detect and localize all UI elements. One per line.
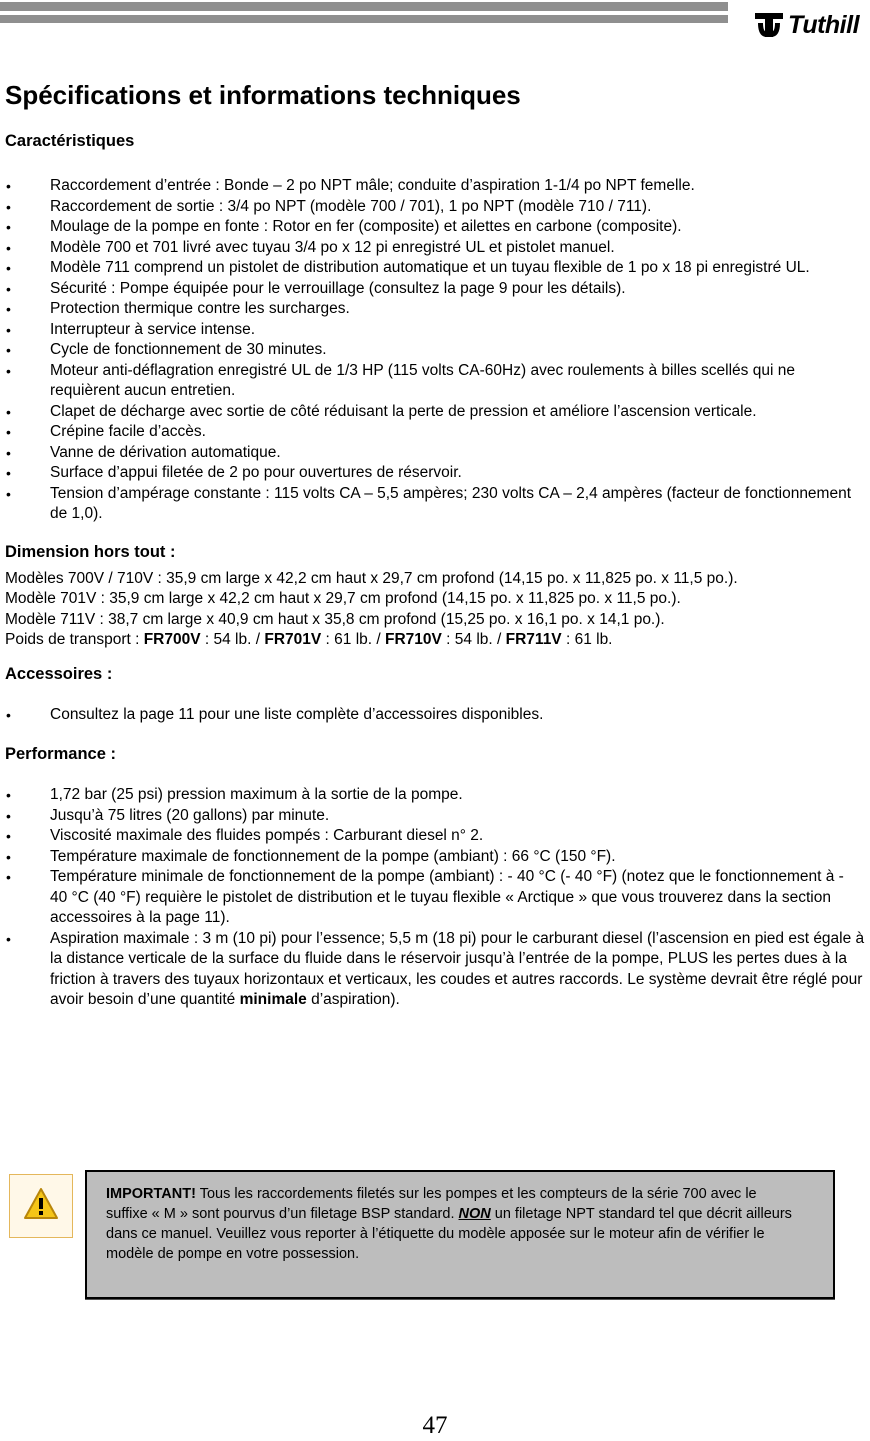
dimension-line: Modèle 711V : 38,7 cm large x 40,9 cm haut x 35,8 cm profond (15,25 po. x 16,1 po. x 14,1 po.). [5,610,665,628]
list-item: • Tension d’ampérage constante : 115 volts CA – 5,5 ampères; 230 volts CA – 2,4 ampères (facteur de fonctionnement de 1,0). [5,484,865,525]
important-label: IMPORTANT! [106,1186,196,1202]
page-title: Spécifications et informations techniques [5,80,521,110]
list-item: • Température maximale de fonctionnement de la pompe (ambiant) : 66 °C (150 °F). [5,847,865,868]
accessories-list [5,705,865,726]
accessories-heading: Accessoires : [5,664,113,683]
header-bar-top [0,2,728,11]
list-item: • Interrupteur à service intense. [5,320,865,341]
warning-triangle-icon [23,1187,59,1221]
list-item: • Jusqu’à 75 litres (20 gallons) par minute. [5,806,865,827]
tuthill-logo-icon [752,10,786,40]
list-item: • Crépine facile d’accès. [5,422,865,443]
list-item: • 1,72 bar (25 psi) pression maximum à la sortie de la pompe. [5,785,865,806]
model-code: FR701V [264,631,322,648]
shipping-weight: Poids de transport : FR700V : 54 lb. / FR701V : 61 lb. / FR710V : 54 lb. / FR711V : 61 lb. [5,631,613,648]
list-item: • Vanne de dérivation automatique. [5,443,865,464]
model-code: FR710V [385,631,442,648]
performance-list [5,785,865,929]
important-notice [85,1170,835,1299]
list-item: • Température minimale de fonctionnement de la pompe (ambiant) : - 40 °C (- 40 °F) (notez que le fonctionnement à - 40 °C (40 °F) requière le pistolet de distribution et le tuyau flexible « Arctique » que vous trouverez dans la section accessoires à la page 11). [5,867,865,929]
list-item: • Raccordement d’entrée : Bonde – 2 po NPT mâle; conduite d’aspiration 1-1/4 po NPT femelle. [5,176,865,197]
header-bar-bottom [0,15,728,23]
list-item: • Consultez la page 11 pour une liste complète d’accessoires disponibles. [5,705,865,726]
list-item: • Cycle de fonctionnement de 30 minutes. [5,340,865,361]
page-content [5,78,865,1011]
brand-name: Tuthill [788,10,860,39]
performance-heading: Performance : [5,745,116,763]
features-heading: Caractéristiques [5,132,135,150]
list-item: • Modèle 711 comprend un pistolet de distribution automatique et un tuyau flexible de 1 po x 18 pi enregistré UL. [5,258,865,279]
emphasis-non: NON [458,1206,491,1222]
header-rule [0,0,728,26]
dimension-line: Modèle 701V : 35,9 cm large x 42,2 cm haut x 29,7 cm profond (14,15 po. x 11,825 po. x 11,5 po.). [5,590,681,607]
model-code: FR700V [143,631,201,648]
dimension-line: Modèles 700V / 710V : 35,9 cm large x 42,2 cm haut x 29,7 cm profond (14,15 po. x 11,825 po. x 11,5 po.). [5,569,738,587]
list-item: • Sécurité : Pompe équipée pour le verrouillage (consultez la page 9 pour les détails). [5,279,865,300]
model-code: FR711V [505,631,562,648]
tuthill-logo [752,8,859,42]
features-list [5,176,865,525]
list-item: • Moteur anti-déflagration enregistré UL de 1/3 HP (115 volts CA-60Hz) avec roulements à billes scellés qui ne requièrent aucun entretien. [5,361,865,402]
performance-list-last [5,929,865,1011]
list-item: • Clapet de décharge avec sortie de côté réduisant la perte de pression et améliore l’ascension verticale. [5,402,865,423]
list-item: • Moulage de la pompe en fonte : Rotor en fer (composite) et ailettes en carbone (composite). [5,217,865,238]
page-number: 47 [422,1412,448,1439]
list-item: • Aspiration maximale : 3 m (10 pi) pour l’essence; 5,5 m (18 pi) pour le carburant diesel (l’ascension en pied est égale à la distance verticale de la surface du fluide dans le réservoir jusqu’à l’entrée de la pompe, PLUS les pertes dues à la friction à travers des tuyaux horizontaux et verticaux, les coudes et autres raccords. Le système devrait être réglé pour avoir besoin d’une quantité minimale d’aspiration). [5,929,865,1011]
list-item: • Raccordement de sortie : 3/4 po NPT (modèle 700 / 701), 1 po NPT (modèle 710 / 711). [5,197,865,218]
list-item: • Modèle 700 et 701 livré avec tuyau 3/4 po x 12 pi enregistré UL et pistolet manuel. [5,238,865,259]
list-item: • Protection thermique contre les surcharges. [5,299,865,320]
important-notice-text: IMPORTANT! Tous les raccordements filetés sur les pompes et les compteurs de la série 700 avec le suffixe « M » sont pourvus d’un filetage BSP standard. NON un filetage NPT standard tel que décrit ailleurs dans ce manuel. Veuillez vous reporter à l’étiquette du modèle apposée sur le moteur afin de vérifier le modèle de pompe en votre possession. [106,1186,792,1262]
list-item: • Surface d’appui filetée de 2 po pour ouvertures de réservoir. [5,463,865,484]
warning-icon [9,1174,73,1238]
dimensions-heading: Dimension hors tout : [5,542,176,561]
list-item: • Viscosité maximale des fluides pompés : Carburant diesel n° 2. [5,826,865,847]
